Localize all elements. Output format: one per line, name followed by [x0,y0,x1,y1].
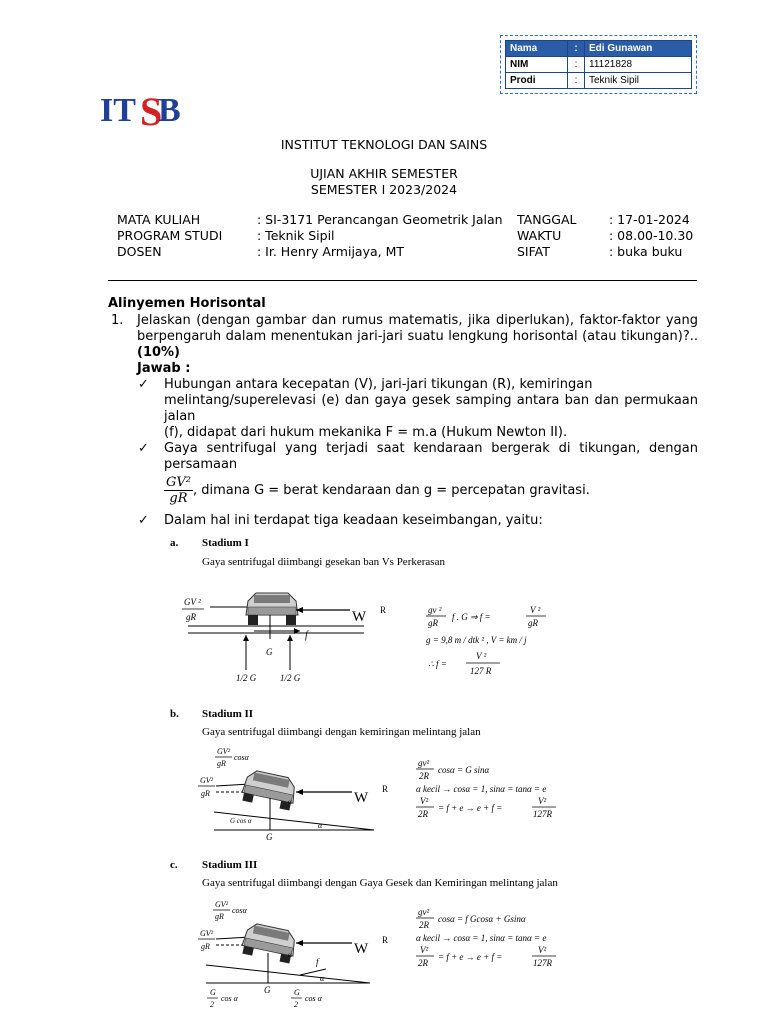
fig-a-f: f [305,630,308,641]
section-title: Alinyemen Horisontal [108,296,266,311]
fig-c-r: R [382,935,389,945]
fig-a-diagram [160,535,600,695]
logo-it: IT [100,92,136,129]
fig-c-bl-num: G [210,988,216,997]
date-label: TANGGAL [517,212,577,227]
fig-b-eq1-rest: cosα = G sinα [438,765,490,775]
name-label: Nama [506,41,568,57]
question-text: Jelaskan (dengan gambar dan rumus matematis, jika diperlukan), faktor-faktor yang berpengaruh dalam menentukan jari-jari suatu lengkung horisontal (atau tikungan)?.. [137,313,698,344]
fig-a-force-num: GV ² [184,597,201,607]
fig-c-caption: Gaya sentrifugal diimbangi dengan Gaya Gesek dan Kemiringan melintang jalan [202,877,558,889]
fig-b-top-cos: cosα [234,753,249,762]
fig-a-force-den: gR [186,612,196,622]
fig-a-half-g-left: 1/2 G [236,673,257,683]
fig-c-eq1-den: 2R [419,920,429,930]
nature-label: SIFAT [517,244,550,259]
logo-b: B [158,92,181,129]
fig-b-title: Stadium II [202,708,254,720]
fig-a-eq1-mid: f . G ⇒ f = [452,612,491,622]
fig-a-label: a. [170,537,179,549]
fig-c-br-num: G [294,988,300,997]
bullet-1-line-2: melintang/superelevasi (e) dan gaya gesek samping antara ban dan permukaan jalan [164,393,698,424]
fig-c-bl-den: 2 [210,1000,214,1009]
fig-b-g: G [266,832,273,842]
question-number: 1. [111,313,124,328]
fig-c-top-num: GV² [215,900,229,909]
fig-b-gcos: G cos α [230,817,252,825]
fig-b-eq1-num: gv² [418,758,430,768]
bullet-2-text: Gaya sentrifugal yang terjadi saat kendaraan bergerak di tikungan, dengan persamaan [164,441,698,472]
answer-label: Jawab : [137,361,191,376]
time-label: WAKTU [517,228,562,243]
fig-b-label: b. [170,708,179,720]
car-icon [246,593,298,625]
bullet-2-after: , dimana G = berat kendaraan dan g = percepatan gravitasi. [192,483,590,498]
nim-value: 11121828 [585,57,692,73]
fig-c-eq2: α kecil → cosα = 1, sinα = tanα = e [416,933,547,943]
logo-s: S [140,89,163,130]
exam-title: UJIAN AKHIR SEMESTER [310,166,458,181]
fig-c-diagram [160,857,600,1017]
time-value: : 08.00-10.30 [609,228,694,243]
fig-a-eq3-den: 127 R [470,666,492,676]
bullet-2 [138,441,698,506]
fig-a-g: G [266,647,273,657]
check-icon: ✓ [138,441,149,456]
fig-c-br-den: 2 [294,1000,298,1009]
nim-label: NIM [506,57,568,73]
fig-b-eq3-rden: 127R [533,809,552,819]
student-identity-box [500,35,697,94]
fig-a-eq1-den: gR [428,618,438,628]
prodi-value: Teknik Sipil [585,73,692,89]
fig-b-w: W [354,790,369,806]
bullet-1-line-1: Hubungan antara kecepatan (V), jari-jari tikungan (R), kemiringan [164,377,593,392]
date-value: : 17-01-2024 [609,212,690,227]
fig-c-eq1-rest: cosα = f Gcosα + Gsinα [438,914,526,924]
course-value: : SI-3171 Perancangan Geometrik Jalan [257,212,503,227]
fig-c-bl-cos: cos α [221,994,238,1003]
exam-meta [117,212,707,260]
fig-b-force-num: GV² [200,776,214,785]
fig-b-top-num: GV² [217,747,231,756]
fig-b-eq3-rnum: V² [538,796,547,806]
question-1 [108,313,698,377]
frac-den: gR [169,491,188,506]
fig-c-force-num: GV² [200,929,214,938]
fig-b-eq3-mid: = f + e → e + f = [438,803,503,813]
fig-c-label: c. [170,859,178,871]
divider [108,280,697,281]
fig-b-diagram [160,706,600,846]
fig-c-eq1-num: gv² [418,907,430,917]
fig-a-eq3-left: ∴ f = [428,659,447,669]
fig-c-eq3-den: 2R [418,958,428,968]
fig-a-eq2: g = 9,8 m / dtk ² , V = km / j [426,635,527,645]
program-value: : Teknik Sipil [257,228,335,243]
figure-stadium-1 [160,535,600,695]
identity-row-nim [506,57,692,73]
fig-b-eq3-num: V² [420,796,429,806]
lecturer-label: DOSEN [117,244,162,259]
fig-c-w: W [354,941,369,957]
fig-c-g: G [264,985,271,995]
fig-c-top-cos: cosα [232,906,247,915]
identity-table [505,40,692,89]
fig-b-r: R [382,784,389,794]
fig-a-eq1-num: gv ² [428,605,442,615]
program-label: PROGRAM STUDI [117,228,223,243]
fig-c-eq3-rnum: V² [538,945,547,955]
name-sep: : [568,41,585,57]
fig-c-eq3-num: V² [420,945,429,955]
identity-row-prodi [506,73,692,89]
fig-c-br-cos: cos α [305,994,322,1003]
identity-row-name [506,41,692,57]
fig-b-eq1-den: 2R [419,771,429,781]
fig-b-force-den: gR [201,789,210,798]
fig-b-top-den: gR [217,759,226,768]
fig-b-caption: Gaya sentrifugal diimbangi dengan kemiringan melintang jalan [202,726,481,738]
figure-stadium-3 [160,857,600,1017]
institute-name: INSTITUT TEKNOLOGI DAN SAINS [280,137,488,152]
fig-b-alpha-car: α [288,798,292,806]
fig-a-eq1-rnum: V ² [530,605,541,615]
question-points: (10%) [137,345,180,360]
fig-a-eq1-rden: gR [528,618,538,628]
fig-a-w: W [352,609,367,625]
bullet-1-line-3: (f), didapat dari hukum mekanika F = m.a (Hukum Newton II). [164,425,568,440]
prodi-label: Prodi [506,73,568,89]
nature-value: : buka buku [609,244,683,259]
fig-c-eq3-rden: 127R [533,958,552,968]
prodi-sep: : [568,73,585,89]
fig-c-alpha: α [320,974,325,983]
fig-a-eq3-num: V ² [476,651,487,661]
frac-num: GV² [166,475,191,490]
fig-b-eq2: α kecil → cosα = 1, sinα = tanα = e [416,784,547,794]
fig-b-alpha: α [318,821,323,830]
semester-title: SEMESTER I 2023/2024 [310,182,458,197]
fig-c-top-den: gR [215,912,224,921]
fig-a-r: R [380,605,387,615]
fig-c-force-den: gR [201,942,210,951]
figure-stadium-2 [160,706,600,846]
centrifugal-fraction [164,475,193,506]
bullet-1 [138,377,698,441]
itsb-logo [100,86,186,130]
name-value: Edi Gunawan [585,41,692,57]
fig-c-f: f [316,957,319,967]
check-icon: ✓ [138,377,149,392]
fig-a-caption: Gaya sentrifugal diimbangi gesekan ban Vs Perkerasan [202,556,445,568]
fig-b-eq3-den: 2R [418,809,428,819]
nim-sep: : [568,57,585,73]
check-icon: ✓ [138,513,149,528]
lecturer-value: : Ir. Henry Armijaya, MT [257,244,405,259]
bullet-3-text: Dalam hal ini terdapat tiga keadaan keseimbangan, yaitu: [164,513,543,528]
bullet-3 [138,513,698,529]
fig-a-title: Stadium I [202,537,249,549]
course-label: MATA KULIAH [117,212,201,227]
fig-c-eq3-mid: = f + e → e + f = [438,952,503,962]
fig-a-half-g-right: 1/2 G [280,673,301,683]
fig-c-alpha-car: α [288,951,292,959]
fig-c-title: Stadium III [202,859,258,871]
